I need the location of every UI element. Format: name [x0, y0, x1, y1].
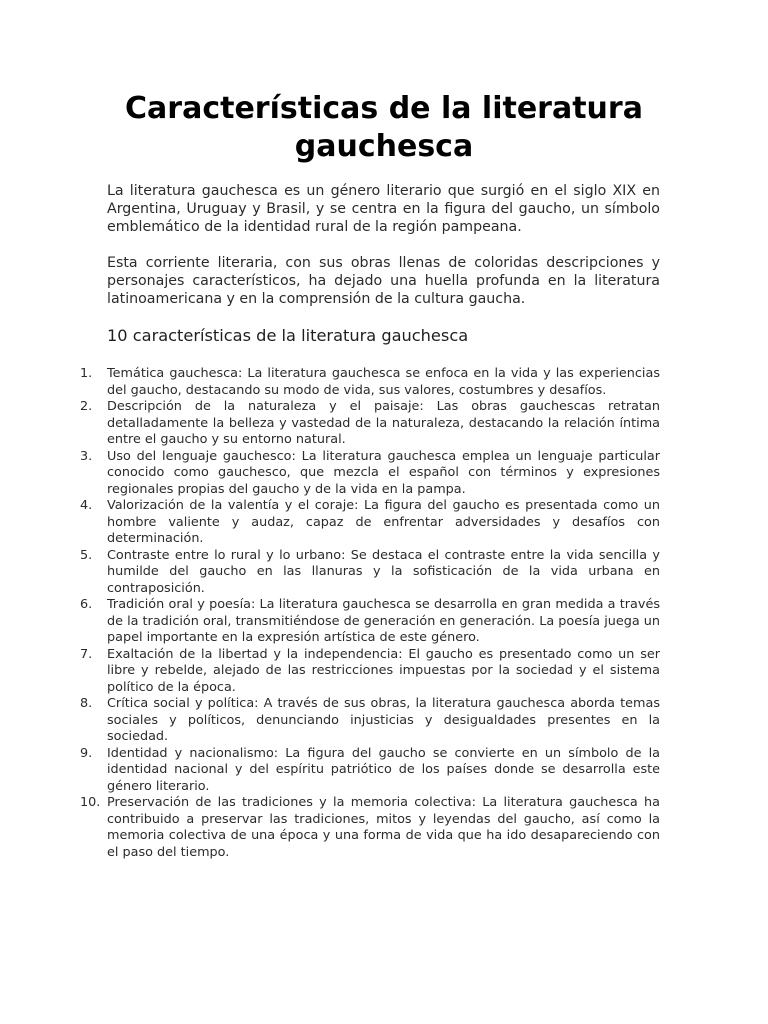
list-item-number: 5. — [80, 547, 93, 563]
list-item — [80, 597, 660, 647]
list-item-number: 9. — [80, 745, 93, 761]
list-item-text: Tradición oral y poesía: La literatura gauchesca se desarrolla en gran medida a través de la tradición oral, transmitiéndose de generación en generación. La poesía juega un papel importante en la expresión artística de este género. — [107, 597, 660, 645]
list-item-number: 1. — [80, 366, 93, 381]
list-item-number: 4. — [80, 498, 93, 513]
intro-paragraph: La literatura gauchesca es un género literario que surgió en el siglo XIX en Argentina, Uruguay y Brasil, y se centra en la figura del gaucho, un símbolo emblemático de la identidad rural de la región pampeana. — [107, 183, 660, 235]
list-item — [80, 399, 660, 449]
list-item-text: Descripción de la naturaleza y el paisaje: Las obras gauchescas retratan detalladamente la belleza y vastedad de la naturaleza, destacando la relación íntima entre el gaucho y su entorno natural. — [107, 399, 660, 447]
list-item-number: 2. — [80, 399, 93, 414]
list-item — [80, 696, 660, 746]
list-item-text: Temática gauchesca: La literatura gauchesca se enfoca en la vida y las experiencias del gaucho, destacando su modo de vida, sus valores, costumbres y desafíos. — [107, 366, 660, 398]
list-item-number: 3. — [80, 448, 93, 464]
list-item — [80, 366, 660, 399]
list-item — [80, 548, 660, 598]
section-heading: 10 características de la literatura gauchesca — [107, 326, 469, 345]
second-paragraph: Esta corriente literaria, con sus obras llenas de coloridas descripciones y personajes característicos, ha dejado una huella profunda en la literatura latinoamericana y en la comprensión de la cultura gaucha. — [107, 255, 660, 307]
page-title: Características de la literatura gauchesca — [125, 91, 643, 164]
list-item-number: 7. — [80, 646, 93, 662]
list-item — [80, 449, 660, 499]
characteristics-list — [80, 366, 660, 861]
list-item-text: Crítica social y política: A través de sus obras, la literatura gauchesca aborda temas sociales y políticos, denunciando injusticias y desigualdades presentes en la sociedad. — [107, 696, 660, 744]
list-item — [80, 498, 660, 548]
list-item-text: Identidad y nacionalismo: La figura del gaucho se convierte en un símbolo de la identidad nacional y del espíritu patriótico de los países donde se desarrolla este género literario. — [107, 745, 660, 794]
list-item-number: 6. — [80, 597, 93, 612]
list-item-text: Contraste entre lo rural y lo urbano: Se destaca el contraste entre la vida sencilla y humilde del gaucho en las llanuras y la sofisticación de la vida urbana en contraposición. — [107, 547, 660, 596]
list-item-text: Uso del lenguaje gauchesco: La literatura gauchesca emplea un lenguaje particular conocido como gauchesco, que mezcla el español con términos y expresiones regionales propias del gaucho y de la vida en la pampa. — [107, 448, 660, 497]
list-item — [80, 795, 660, 861]
list-item — [80, 647, 660, 697]
list-item — [80, 746, 660, 796]
list-item-text: Preservación de las tradiciones y la memoria colectiva: La literatura gauchesca ha contribuido a preservar las tradiciones, mitos y leyendas del gaucho, así como la memoria colectiva de una época y una forma de vida que ha ido desapareciendo con el paso del tiempo. — [107, 795, 660, 860]
list-item-number: 10. — [80, 795, 101, 810]
list-item-text: Valorización de la valentía y el coraje: La figura del gaucho es presentada como un hombre valiente y audaz, capaz de enfrentar adversidades y desafíos con determinación. — [107, 498, 660, 546]
list-item-text: Exaltación de la libertad y la independencia: El gaucho es presentado como un ser libre y rebelde, alejado de las restricciones impuestas por la sociedad y el sistema político de la época. — [107, 646, 660, 695]
list-item-number: 8. — [80, 696, 93, 711]
